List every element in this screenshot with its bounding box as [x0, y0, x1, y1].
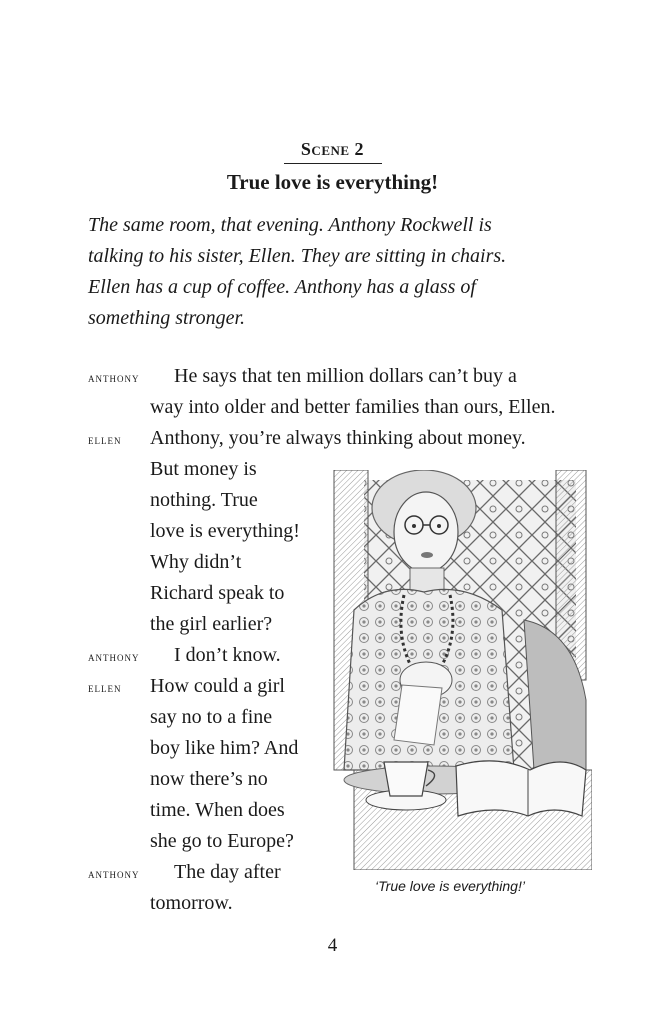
speech-text: now there’s no: [150, 768, 268, 790]
stage-direction-line: talking to his sister, Ellen. They are sitting in chairs.: [88, 245, 507, 267]
speaker-name: anthony: [88, 866, 140, 881]
speech-text: Why didn’t: [150, 551, 242, 573]
stage-direction-line: The same room, that evening. Anthony Rockwell is: [88, 214, 492, 236]
speech-text: the girl earlier?: [150, 613, 273, 635]
speaker-name: ellen: [88, 680, 122, 695]
speech-text: boy like him? And: [150, 737, 299, 759]
stage-direction: [88, 210, 588, 334]
dialogue-line: [88, 423, 608, 454]
speech-text: say no to a fine: [150, 706, 273, 728]
speech-text: love is everything!: [150, 520, 300, 542]
speech-text: The day after: [174, 861, 281, 883]
speaker-name: anthony: [88, 649, 140, 664]
speaker-name: ellen: [88, 432, 122, 447]
dialogue-line: [88, 392, 608, 423]
page-number: 4: [327, 935, 338, 956]
scene-title: True love is everything!: [226, 170, 439, 194]
speech-text: Anthony, you’re always thinking about money.: [150, 427, 526, 449]
speech-text: she go to Europe?: [150, 830, 294, 852]
stage-direction-line: something stronger.: [88, 307, 246, 329]
dialogue-line: [88, 361, 608, 392]
speech-text: But money is: [150, 458, 257, 480]
illustration-ellen: [324, 470, 592, 870]
scene-divider: [284, 163, 382, 164]
speaker-name: anthony: [88, 370, 140, 385]
scene-label: Scene 2: [300, 139, 365, 159]
illustration-caption: ‘True love is everything!’: [375, 878, 525, 894]
speech-text: way into older and better families than ours, Ellen.: [150, 396, 556, 418]
speech-text: tomorrow.: [150, 892, 233, 914]
speech-text: How could a girl: [150, 675, 285, 697]
speech-text: I don’t know.: [174, 644, 281, 666]
speech-text: nothing. True: [150, 489, 258, 511]
speech-text: Richard speak to: [150, 582, 285, 604]
speech-text: He says that ten million dollars can’t buy a: [174, 365, 517, 387]
stage-direction-line: Ellen has a cup of coffee. Anthony has a glass of: [88, 276, 476, 298]
speech-text: time. When does: [150, 799, 285, 821]
